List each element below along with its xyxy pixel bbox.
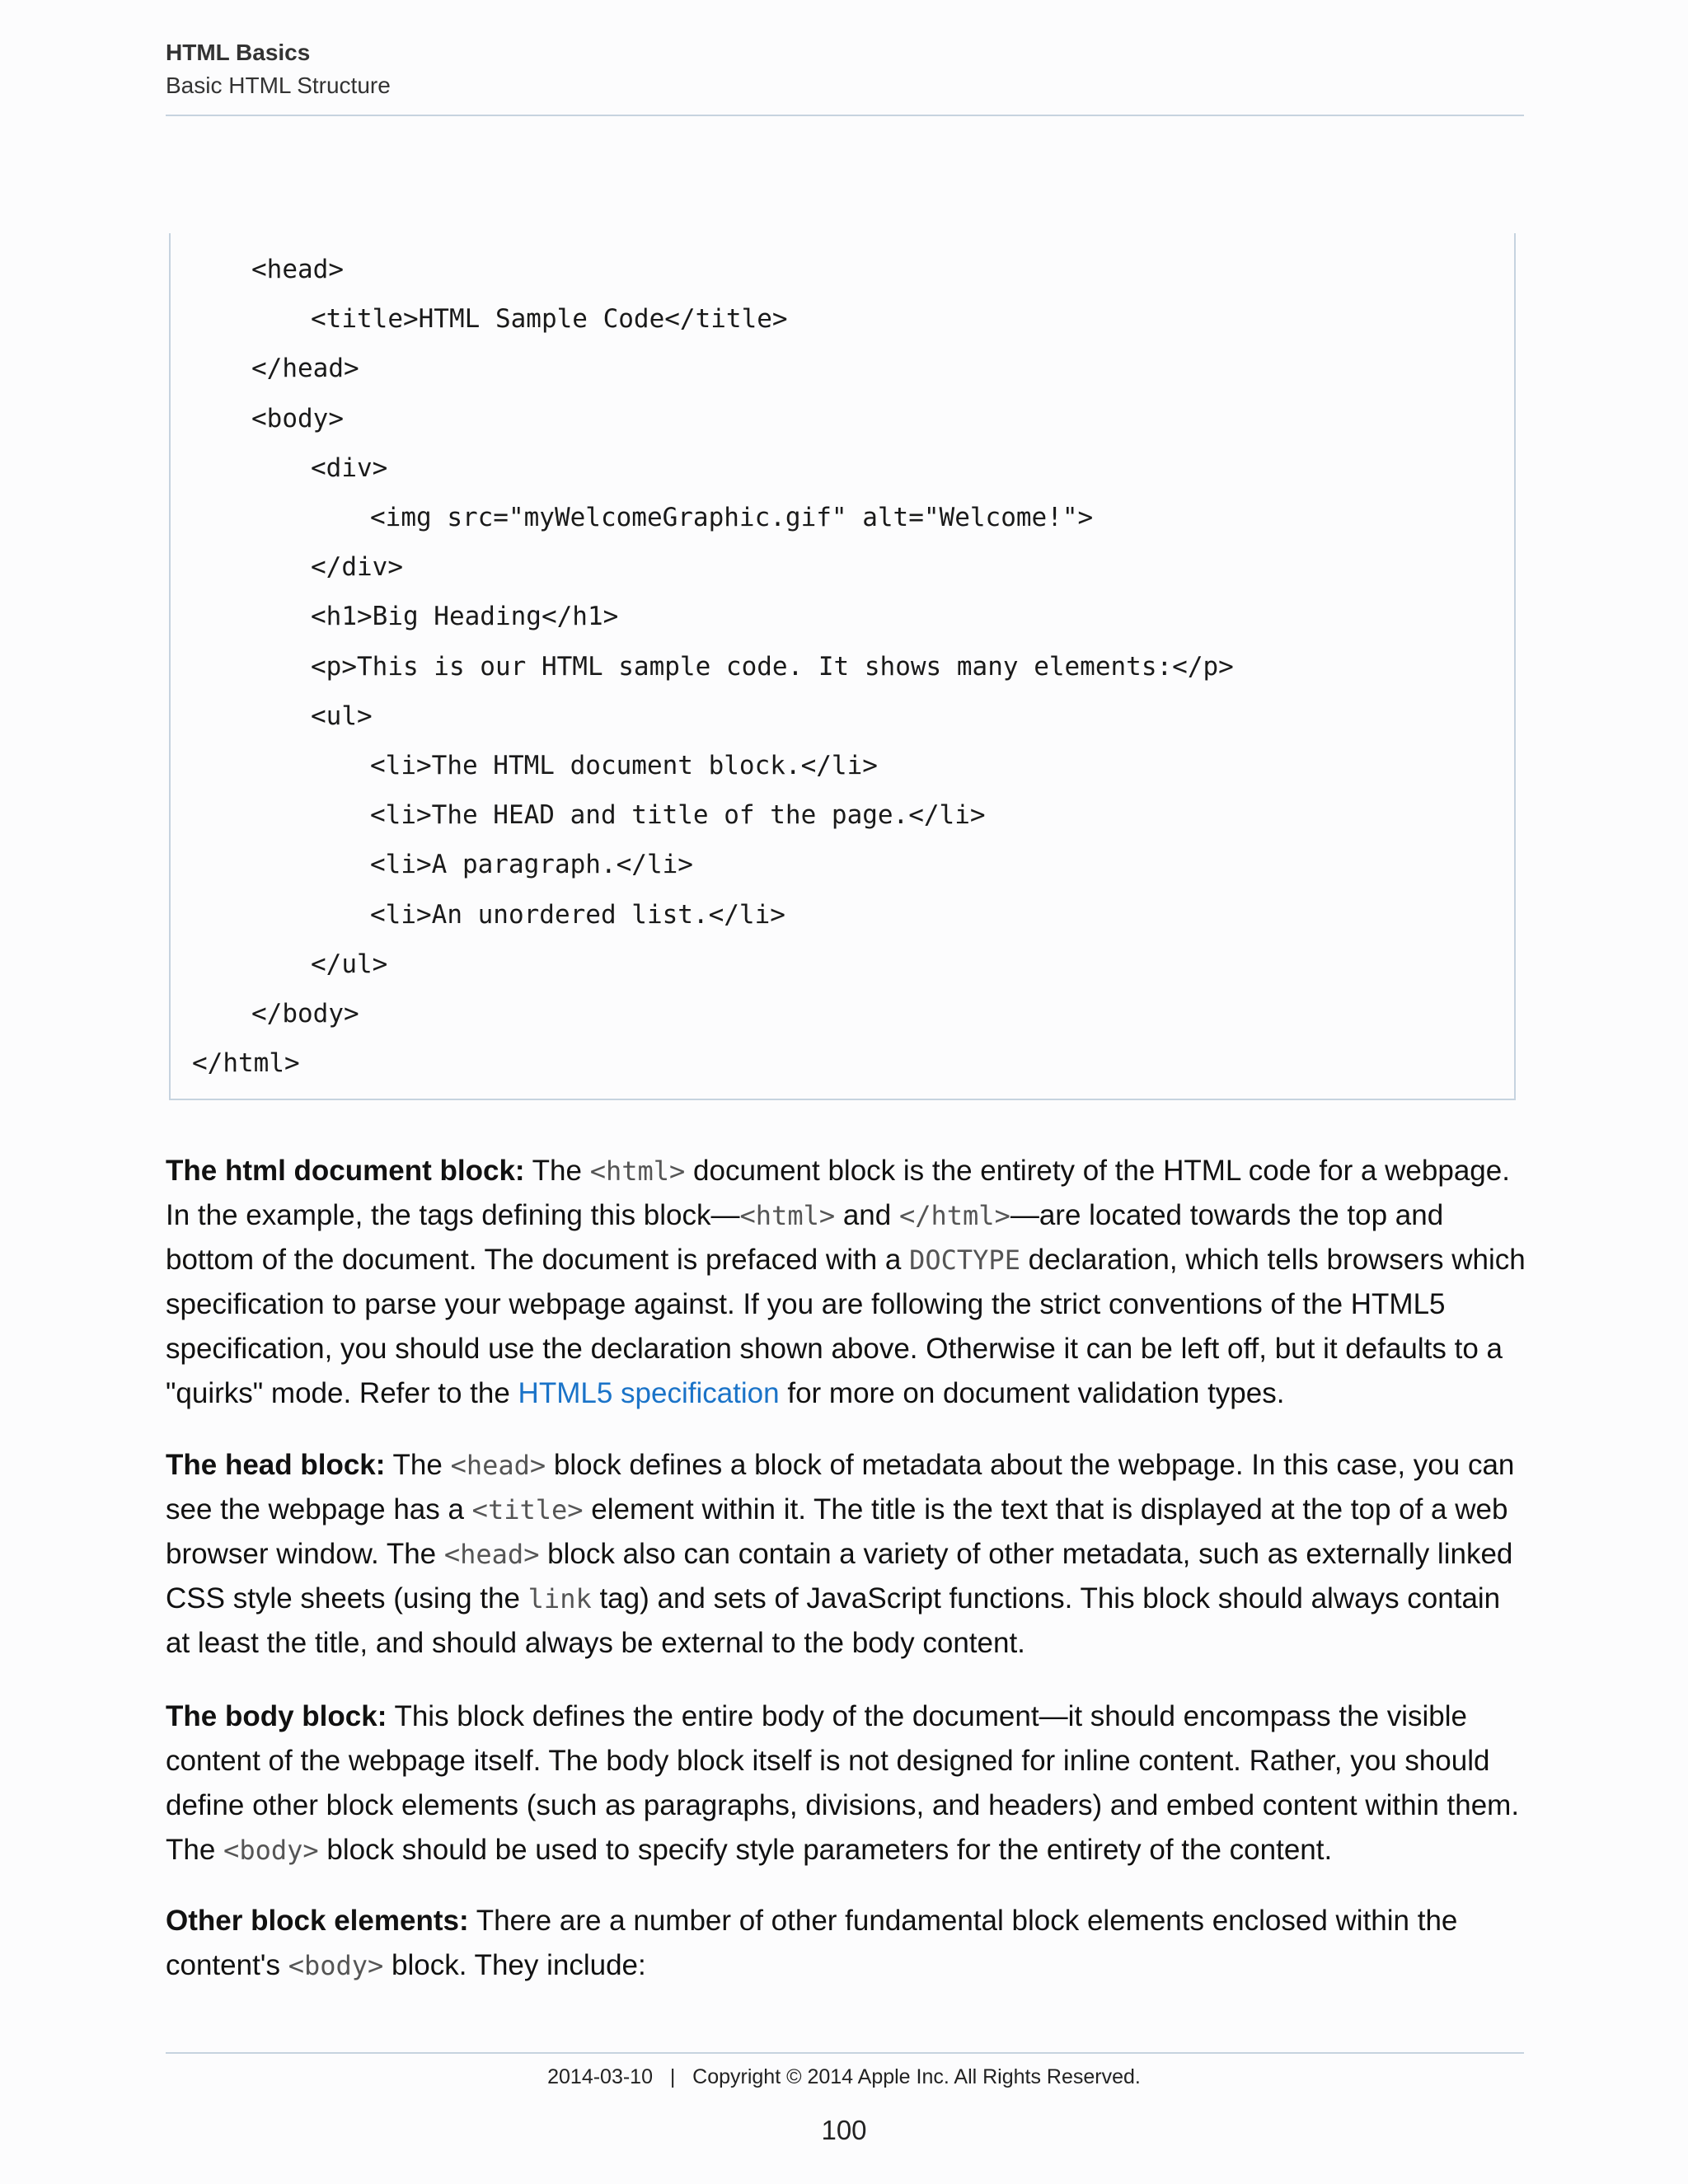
code-line: <head> bbox=[251, 255, 344, 284]
paragraph-text: element within it. The title is the text that is displayed at the top of a web browser window. The bbox=[166, 1493, 1508, 1570]
paragraph-text: tag) and sets of JavaScript functions. This block should always contain at least the title, and should always be external to the body content. bbox=[166, 1582, 1501, 1659]
page-header bbox=[166, 36, 391, 102]
paragraph-text: block should be used to specify style parameters for the entirety of the content. bbox=[318, 1834, 1333, 1866]
code-line: <li>A paragraph.</li> bbox=[370, 850, 693, 880]
code-line: <body> bbox=[251, 403, 344, 434]
footer-copyright: 2014-03-10 | Copyright © 2014 Apple Inc. All Rights Reserved. bbox=[547, 2065, 1141, 2088]
code-line: </html> bbox=[192, 1048, 300, 1079]
code-line: </body> bbox=[251, 999, 359, 1029]
inline-code: link bbox=[528, 1583, 592, 1615]
inline-code: <title> bbox=[471, 1494, 584, 1526]
paragraph-text: The bbox=[524, 1155, 590, 1187]
paragraph-text: block. They include: bbox=[383, 1949, 646, 1981]
paragraph-head-block bbox=[166, 1443, 1526, 1666]
code-line: <li>The HEAD and title of the page.</li> bbox=[370, 800, 986, 831]
code-line: </head> bbox=[251, 354, 359, 384]
page-number: 100 bbox=[821, 2115, 867, 2145]
code-listing bbox=[169, 233, 1516, 1100]
paragraph-other-block bbox=[166, 1899, 1526, 1988]
paragraph-text: for more on document validation types. bbox=[779, 1377, 1285, 1409]
paragraph-text: —are located towards the top and bottom of the document. The document is prefaced with a bbox=[166, 1199, 1444, 1276]
paragraph-text: block also can contain a variety of other metadata, such as externally linked CSS style sheets (using the bbox=[166, 1538, 1513, 1615]
paragraph-text: block defines a block of metadata about the webpage. In this case, you can see the webpage has a bbox=[166, 1449, 1515, 1526]
paragraph-html-block bbox=[166, 1149, 1526, 1416]
footer-divider bbox=[166, 2052, 1524, 2054]
paragraph-text: and bbox=[835, 1199, 899, 1231]
code-line: <title>HTML Sample Code</title> bbox=[311, 304, 788, 335]
inline-code: <html> bbox=[589, 1155, 686, 1187]
inline-code: <body> bbox=[288, 1950, 384, 1981]
code-line: <div> bbox=[311, 452, 388, 483]
code-line: <p>This is our HTML sample code. It shows many elements:</p> bbox=[311, 651, 1234, 682]
code-line: <li>The HTML document block.</li> bbox=[370, 751, 878, 780]
inline-code: <html> bbox=[739, 1200, 836, 1231]
paragraph-text: The bbox=[385, 1449, 451, 1481]
code-line: <h1>Big Heading</h1> bbox=[311, 602, 619, 632]
code-line: <li>An unordered list.</li> bbox=[370, 899, 785, 930]
paragraph-text: This block defines the entire body of the document—it should encompass the visible content of the webpage itself. The body block itself is not designed for inline content. Rather, you should define other block elements (such as paragraphs, divisions, and headers) and embed content within them. The bbox=[166, 1700, 1520, 1866]
code-line: <ul> bbox=[311, 701, 373, 731]
inline-code: <head> bbox=[443, 1539, 540, 1570]
inline-code: <head> bbox=[450, 1450, 546, 1481]
inline-code: <body> bbox=[223, 1835, 319, 1866]
section-title: Basic HTML Structure bbox=[166, 73, 391, 98]
inline-code: </html> bbox=[898, 1200, 1010, 1231]
paragraph-label: The head block: bbox=[166, 1449, 386, 1481]
paragraph-text: document block is the entirety of the HTML code for a webpage. In the example, the tags defining this block— bbox=[166, 1155, 1510, 1231]
paragraph-label: Other block elements: bbox=[166, 1905, 469, 1937]
paragraph-label: The html document block: bbox=[166, 1155, 525, 1187]
paragraph-text: declaration, which tells browsers which specification to parse your webpage against. If you are following the strict conventions of the HTML5 specification, you should use the declaration shown above. Otherwise it can be left off, but it defaults to a "quirks" mode. Refer to the bbox=[166, 1244, 1526, 1409]
code-line: </ul> bbox=[311, 949, 388, 979]
html5-specification-link[interactable]: HTML5 specification bbox=[518, 1377, 780, 1409]
paragraph-body-block bbox=[166, 1694, 1526, 1872]
document-title: HTML Basics bbox=[166, 40, 311, 65]
code-line: <img src="myWelcomeGraphic.gif" alt="Welcome!"> bbox=[370, 503, 1094, 532]
paragraph-text: There are a number of other fundamental block elements enclosed within the content's bbox=[166, 1905, 1458, 1981]
header-divider bbox=[166, 115, 1524, 116]
code-line: </div> bbox=[311, 552, 403, 583]
inline-code: DOCTYPE bbox=[909, 1244, 1020, 1276]
paragraph-label: The body block: bbox=[166, 1700, 387, 1732]
